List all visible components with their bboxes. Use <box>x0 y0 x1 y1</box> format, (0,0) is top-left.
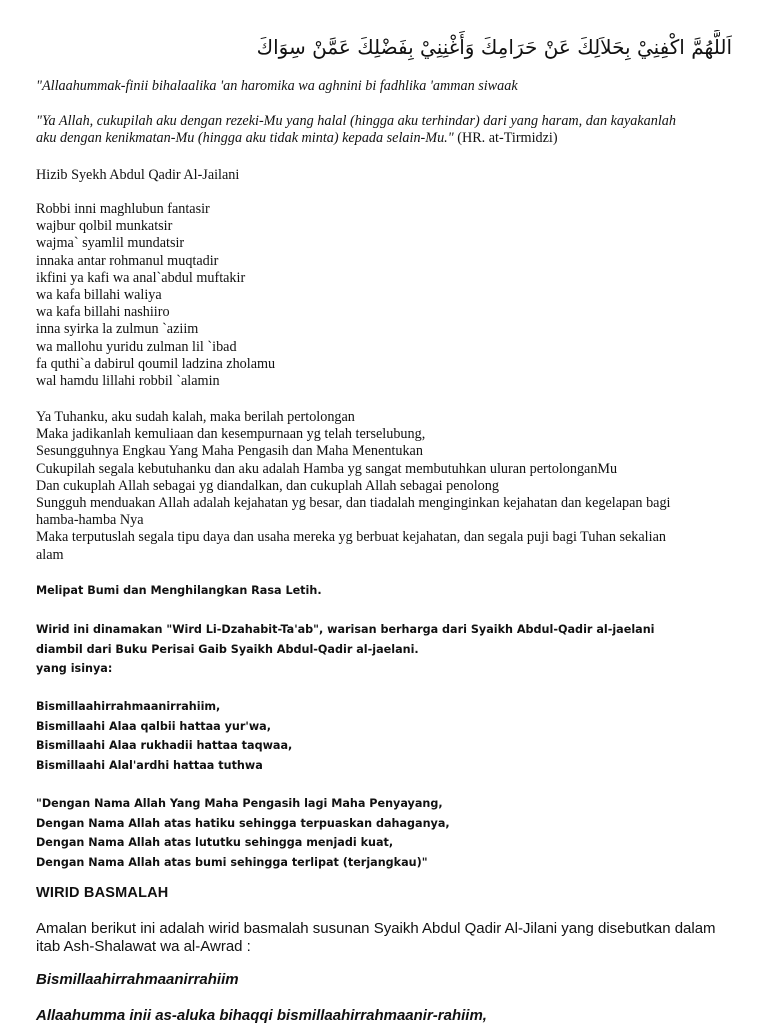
basmalah-line-2: Allaahumma inii as-aluka bihaqqi bismillaahirrahmaanir-rahiim, <box>36 1007 487 1024</box>
basmalah-intro <box>36 920 728 956</box>
wirid-meaning <box>36 794 728 872</box>
translation-line: alam <box>36 546 64 563</box>
wirid-intro-line: Wirid ini dinamakan "Wird Li-Dzahabit-Ta'ab", warisan berharga dari Syaikh Abdul-Qadir al-jaelani <box>36 623 655 636</box>
wirid-meaning-line: Dengan Nama Allah atas bumi sehingga terlipat (terjangkau)" <box>36 855 428 869</box>
translation-line: hamba-hamba Nya <box>36 512 144 529</box>
basmalah-intro-line: itab Ash-Shalawat wa al-Awrad : <box>36 938 251 955</box>
wirid-meaning-line: "Dengan Nama Allah Yang Maha Pengasih lagi Maha Penyayang, <box>36 797 443 810</box>
translation-line: aku dengan kenikmatan-Mu (hingga aku tidak minta) kepada selain-Mu." <box>36 130 454 147</box>
wirid-text <box>36 697 728 775</box>
hizib-line: wa mallohu yuridu zulman lil `ibad <box>36 338 237 355</box>
translation-paragraph <box>36 113 728 147</box>
wirid-line: Bismillaahi Alaa qalbii hattaa yur'wa, <box>36 719 271 733</box>
wirid-line: Bismillaahi Alal'ardhi hattaa tuthwa <box>36 758 263 772</box>
translation-line: Ya Tuhanku, aku sudah kalah, maka berilah pertolongan <box>36 409 355 425</box>
hizib-line: fa quthi`a dabirul qoumil ladzina zholamu <box>36 355 276 372</box>
hizib-line: wajma` syamlil mundatsir <box>36 235 185 252</box>
transliteration: "Allaahummak-finii bihalaalika 'an haromika wa aghnini bi fadhlika 'amman siwaak <box>36 78 518 94</box>
basmalah-intro-line: Amalan berikut ini adalah wirid basmalah susunan Syaikh Abdul Qadir Al-Jilani yang disebutkan dalam <box>36 920 716 937</box>
wirid-line: Bismillaahirrahmaanirrahiim, <box>36 700 221 713</box>
hizib-line: wa kafa billahi nashiiro <box>36 304 170 321</box>
hizib-line: Robbi inni maghlubun fantasir <box>36 201 210 217</box>
basmalah-line-1: Bismillaahirrahmaanirrahiim <box>36 971 239 988</box>
translation-line: Maka jadikanlah kemuliaan dan kesempurnaan yg telah terselubung, <box>36 426 426 443</box>
translation-line: Maka terputuslah segala tipu daya dan usaha mereka yg berbuat kejahatan, dan segala puji bagi Tuhan sekalian <box>36 529 666 546</box>
hizib-line: wal hamdu lillahi robbil `alamin <box>36 373 220 390</box>
hizib-line: wa kafa billahi waliya <box>36 287 162 304</box>
translation-line: Cukupilah segala kebutuhanku dan aku adalah Hamba yg sangat membutuhkan uluran pertolonganMu <box>36 460 618 477</box>
wirid-meaning-line: Dengan Nama Allah atas lututku sehingga menjadi kuat, <box>36 836 394 850</box>
hizib-line: innaka antar rohmanul muqtadir <box>36 252 219 269</box>
melipat-title: Melipat Bumi dan Menghilangkan Rasa Letih. <box>36 584 322 597</box>
wirid-intro <box>36 620 728 679</box>
hizib-line: inna syirka la zulmun `aziim <box>36 321 199 338</box>
hizib-line: ikfini ya kafi wa anal`abdul muftakir <box>36 269 246 286</box>
hizib-title: Hizib Syekh Abdul Qadir Al-Jailani <box>36 167 240 183</box>
wirid-intro-line: yang isinya: <box>36 662 113 676</box>
hizib-translation <box>36 409 728 564</box>
hadith-source: (HR. at-Tirmidzi) <box>453 130 558 147</box>
wirid-intro-line: diambil dari Buku Perisai Gaib Syaikh Abdul-Qadir al-jaelani. <box>36 642 419 656</box>
translation-line: Sungguh menduakan Allah adalah kejahatan yg besar, dan tiadalah menginginkan kejahatan dan kegelapan bagi <box>36 495 671 512</box>
translation-line: Dan cukuplah Allah sebagai yg diandalkan, dan cukuplah Allah sebagai penolong <box>36 477 499 494</box>
wirid-line: Bismillaahi Alaa rukhadii hattaa taqwaa, <box>36 739 293 753</box>
hizib-text <box>36 201 728 390</box>
wirid-meaning-line: Dengan Nama Allah atas hatiku sehingga terpuaskan dahaganya, <box>36 816 450 830</box>
arabic-prayer: اَللَّهُمَّ اكْفِنِيْ بِحَلاَلِكَ عَنْ حَرَامِكَ وَأَغْنِنِيْ بِفَضْلِكَ عَمَّنْ سِوَاكَ <box>256 35 732 59</box>
hizib-line: wajbur qolbil munkatsir <box>36 218 173 235</box>
basmalah-heading: WIRID BASMALAH <box>36 885 169 901</box>
translation-line: "Ya Allah, cukupilah aku dengan rezeki-Mu yang halal (hingga aku terhindar) dari yang haram, dan kayakanlah <box>36 113 676 129</box>
translation-line: Sesungguhnya Engkau Yang Maha Pengasih dan Maha Menentukan <box>36 443 423 460</box>
